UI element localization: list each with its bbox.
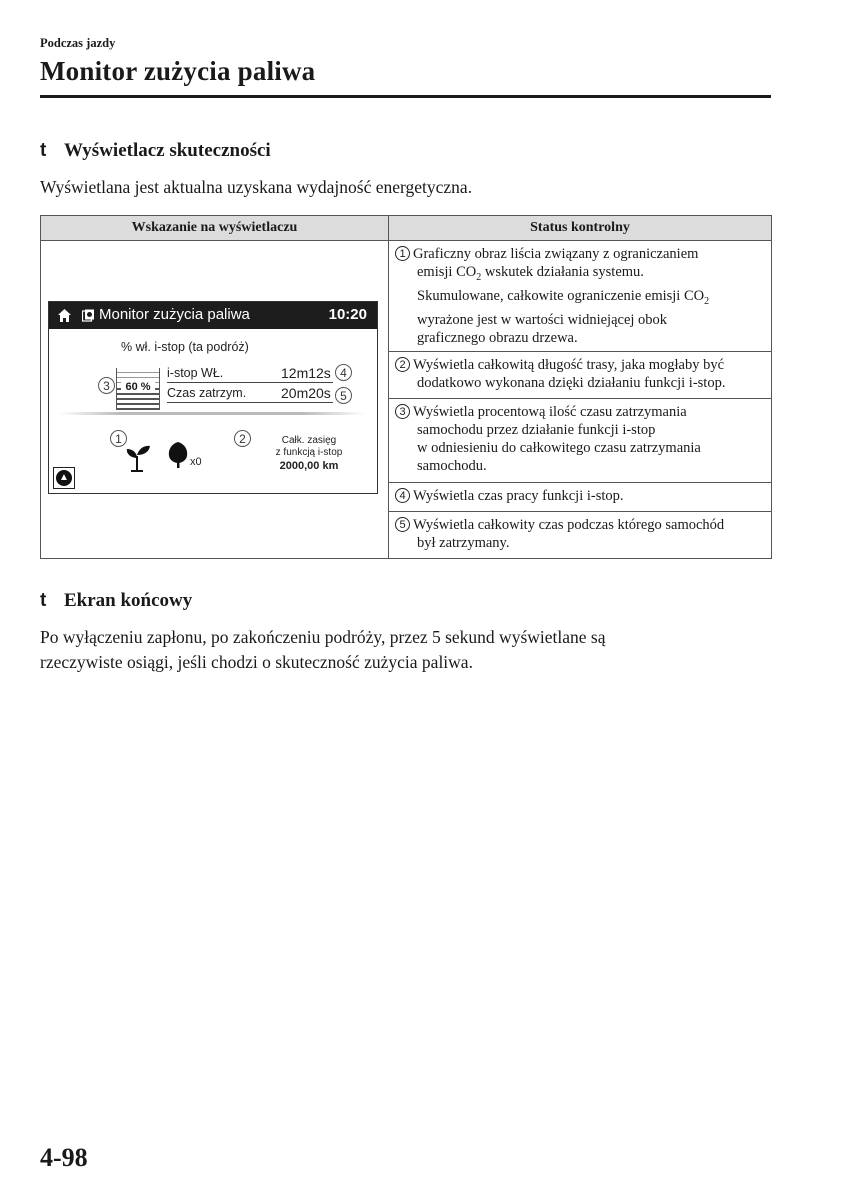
status-row-2 (389, 351, 772, 398)
section-heading-final-screen (40, 590, 192, 612)
subscript: 2 (476, 271, 482, 283)
istop-on-label: i-stop WŁ. (167, 366, 224, 380)
home-icon (57, 308, 72, 323)
status-text: w odniesieniu do całkowitego czasu zatrzymania (417, 439, 701, 456)
value-underline (167, 382, 333, 383)
callout-1: 1 (110, 430, 127, 447)
status-text (395, 287, 765, 311)
status-row-5 (389, 511, 772, 558)
section-label: Podczas jazdy (40, 36, 116, 50)
leaf-icon (122, 442, 152, 472)
stop-time-value: 20m20s (281, 385, 331, 401)
range-label-1: Całk. zasięg (281, 435, 337, 446)
screen-clock: 10:20 (328, 306, 367, 323)
istop-label: % wł. i-stop (ta podróż) (121, 340, 249, 354)
stop-time-label: Czas zatrzym. (167, 386, 247, 400)
number-badge: 3 (395, 404, 410, 419)
app-icon (82, 309, 95, 322)
number-badge: 4 (395, 488, 410, 503)
value-underline (167, 402, 333, 403)
tree-icon (167, 440, 189, 470)
status-text: Wyświetla procentową ilość czasu zatrzymania (413, 403, 687, 420)
status-text-part: emisji CO (417, 264, 477, 280)
fuel-monitor-screen (48, 301, 378, 494)
callout-3: 3 (98, 377, 115, 394)
range-label-2: z funkcją i-stop (275, 447, 343, 458)
status-text: Wyświetla całkowity czas podczas którego samochód (413, 516, 725, 533)
status-text: Wyświetla całkowitą długość trasy, jaka mogłaby być (413, 356, 725, 373)
status-text: samochodu. (417, 457, 487, 474)
status-text: wyrażone jest w wartości widniejącej obok (417, 311, 668, 328)
subscript: 2 (704, 295, 710, 307)
status-text: był zatrzymany. (417, 534, 510, 551)
number-badge: 1 (395, 246, 410, 261)
status-table (40, 215, 772, 559)
callout-4: 4 (335, 364, 352, 381)
column-header-display: Wskazanie na wyświetlaczu (41, 216, 389, 241)
screen-title-bar (49, 302, 377, 329)
bullet-icon: t (40, 140, 47, 161)
range-value: 2000,00 km (279, 460, 339, 472)
status-text: graficznego obrazu drzewa. (417, 329, 578, 346)
istop-gauge (116, 368, 160, 410)
tree-count: x0 (190, 456, 202, 468)
section-heading-efficiency (40, 140, 271, 162)
screen-divider (59, 412, 365, 415)
screen-title: Monitor zużycia paliwa (99, 306, 250, 323)
page-number: 4-98 (40, 1143, 88, 1172)
title-rule (40, 95, 771, 98)
display-illustration-cell (41, 241, 389, 559)
istop-on-value: 12m12s (281, 365, 331, 381)
paragraph-line: Po wyłączeniu zapłonu, po zakończeniu podróży, przez 5 sekund wyświetlane są (40, 627, 606, 647)
status-row-4 (389, 482, 772, 511)
status-text: samochodu przez działanie funkcji i-stop (417, 421, 656, 438)
status-text (395, 263, 765, 287)
menu-button[interactable] (53, 467, 75, 489)
callout-2: 2 (234, 430, 251, 447)
column-header-status: Status kontrolny (389, 216, 772, 241)
paragraph-line: rzeczywiste osiągi, jeśli chodzi o skuteczność zużycia paliwa. (40, 652, 473, 672)
bullet-icon: t (40, 590, 47, 611)
section-heading-text: Ekran końcowy (64, 590, 193, 611)
status-row-3 (389, 398, 772, 482)
chevron-up-icon: ▲ (56, 470, 72, 486)
number-badge: 2 (395, 357, 410, 372)
status-text: Graficzny obraz liścia związany z ograniczaniem (413, 246, 699, 262)
section-intro: Wyświetlana jest aktualna uzyskana wydajność energetyczna. (40, 177, 473, 197)
status-text: dodatkowo wykonana dzięki działaniu funkcji i-stop. (417, 374, 726, 391)
status-row-1 (389, 241, 772, 352)
gauge-value: 60 % (121, 381, 155, 393)
callout-5: 5 (335, 387, 352, 404)
status-text-part: wskutek działania systemu. (481, 264, 644, 280)
status-text: Wyświetla czas pracy funkcji i-stop. (413, 487, 624, 504)
status-text-part: Skumulowane, całkowite ograniczenie emisji CO (417, 287, 705, 304)
number-badge: 5 (395, 517, 410, 532)
page-title: Monitor zużycia paliwa (40, 56, 316, 86)
section-heading-text: Wyświetlacz skuteczności (64, 140, 271, 161)
